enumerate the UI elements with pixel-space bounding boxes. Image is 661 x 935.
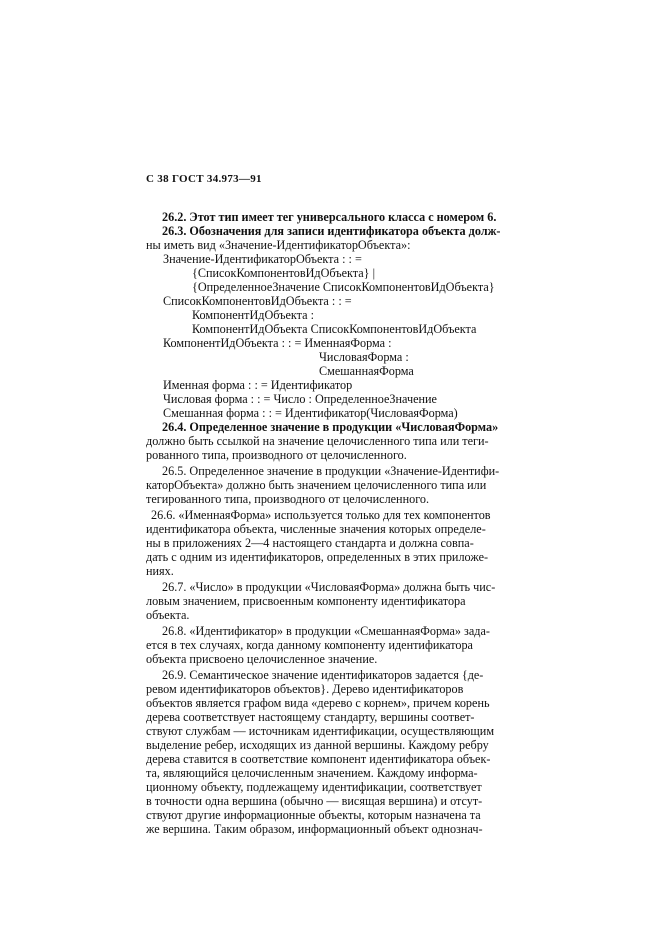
text-line: рованного типа, производного от целочисленного. <box>146 448 407 462</box>
text-line: дерева ставится в соответствие компонент идентификатора объек- <box>146 752 491 766</box>
text-line: ЧисловаяФорма : <box>319 350 409 364</box>
text-line: ствуют службам — источникам идентификации, осуществляющим <box>146 724 495 738</box>
text-line: ционному объекту, подлежащему идентификации, соответствует <box>146 780 482 794</box>
text-line: Значение-ИдентификаторОбъекта : : = <box>163 252 362 266</box>
text-line: каторОбъекта» должно быть значением целочисленного типа или <box>146 478 487 492</box>
text-line: 26.4. Определенное значение в продукции «ЧисловаяФорма» <box>162 420 499 434</box>
text-line: {СписокКомпонентовИдОбъекта} | <box>192 266 376 280</box>
text-line: 26.5. Определенное значение в продукции «Значение-Идентифи- <box>162 464 500 478</box>
text-line: ется в тех случаях, когда данному компоненту идентификатора <box>146 638 473 652</box>
text-line: та, являющийся целочисленным значением. Каждому информа- <box>146 766 478 780</box>
text-line: дерева соответствует настоящему стандарту, вершины соответ- <box>146 710 475 724</box>
text-line: должно быть ссылкой на значение целочисленного типа или теги- <box>146 434 489 448</box>
text-line: ны в приложениях 2—4 настоящего стандарта и должна совпа- <box>146 536 474 550</box>
text-line: дать с одним из идентификаторов, определенных в этих приложе- <box>146 550 489 564</box>
text-line: КомпонентИдОбъекта : <box>192 308 314 322</box>
text-line: ловым значением, присвоенным компоненту идентификатора <box>146 594 466 608</box>
text-line: в точности одна вершина (обычно — висящая вершина) и отсут- <box>146 794 483 808</box>
text-line: 26.9. Семантическое значение идентификаторов задается {де- <box>162 668 484 682</box>
text-line: 26.7. «Число» в продукции «ЧисловаяФорма» должна быть чис- <box>162 580 496 594</box>
text-line: 26.2. Этот тип имеет тег универсального класса с номером 6. <box>162 210 497 224</box>
text-line: Смешанная форма : : = Идентификатор(ЧисловаяФорма) <box>163 406 458 420</box>
text-line: ны иметь вид «Значение-ИдентификаторОбъекта»: <box>146 238 411 252</box>
text-line: ревом идентификаторов объектов}. Дерево идентификаторов <box>146 682 464 696</box>
text-line: Именная форма : : = Идентификатор <box>163 378 353 392</box>
text-line: же вершина. Таким образом, информационный объект однознач- <box>146 822 483 836</box>
text-line: 26.8. «Идентификатор» в продукции «СмешаннаяФорма» зада- <box>162 624 490 638</box>
text-line: КомпонентИдОбъекта : : = ИменнаяФорма : <box>163 336 392 350</box>
text-line: СмешаннаяФорма <box>319 364 414 378</box>
text-line: 26.6. «ИменнаяФорма» используется только для тех компонентов <box>151 508 491 522</box>
text-line: ствуют другие информационные объекты, которым назначена та <box>146 808 481 822</box>
text-line: ниях. <box>146 564 174 578</box>
text-line: тегированного типа, производного от целочисленного. <box>146 492 430 506</box>
text-line: объекта присвоено целочисленное значение. <box>146 652 378 666</box>
text-line: СписокКомпонентовИдОбъекта : : = <box>163 294 352 308</box>
text-line: идентификатора объекта, численные значения которых определе- <box>146 522 486 536</box>
text-line: {ОпределенноеЗначение СписокКомпонентовИдОбъекта} <box>192 280 495 294</box>
text-line: выделение ребер, исходящих из данной вершины. Каждому ребру <box>146 738 489 752</box>
text-line: Числовая форма : : = Число : ОпределенноеЗначение <box>163 392 437 406</box>
text-line: КомпонентИдОбъекта СписокКомпонентовИдОбъекта <box>192 322 477 336</box>
text-line: 26.3. Обозначения для записи идентификатора объекта долж- <box>162 224 501 238</box>
text-line: объектов является графом вида «дерево с корнем», причем корень <box>146 696 490 710</box>
text-line: объекта. <box>146 608 190 622</box>
page-header: С 38 ГОСТ 34.973—91 <box>146 173 262 185</box>
